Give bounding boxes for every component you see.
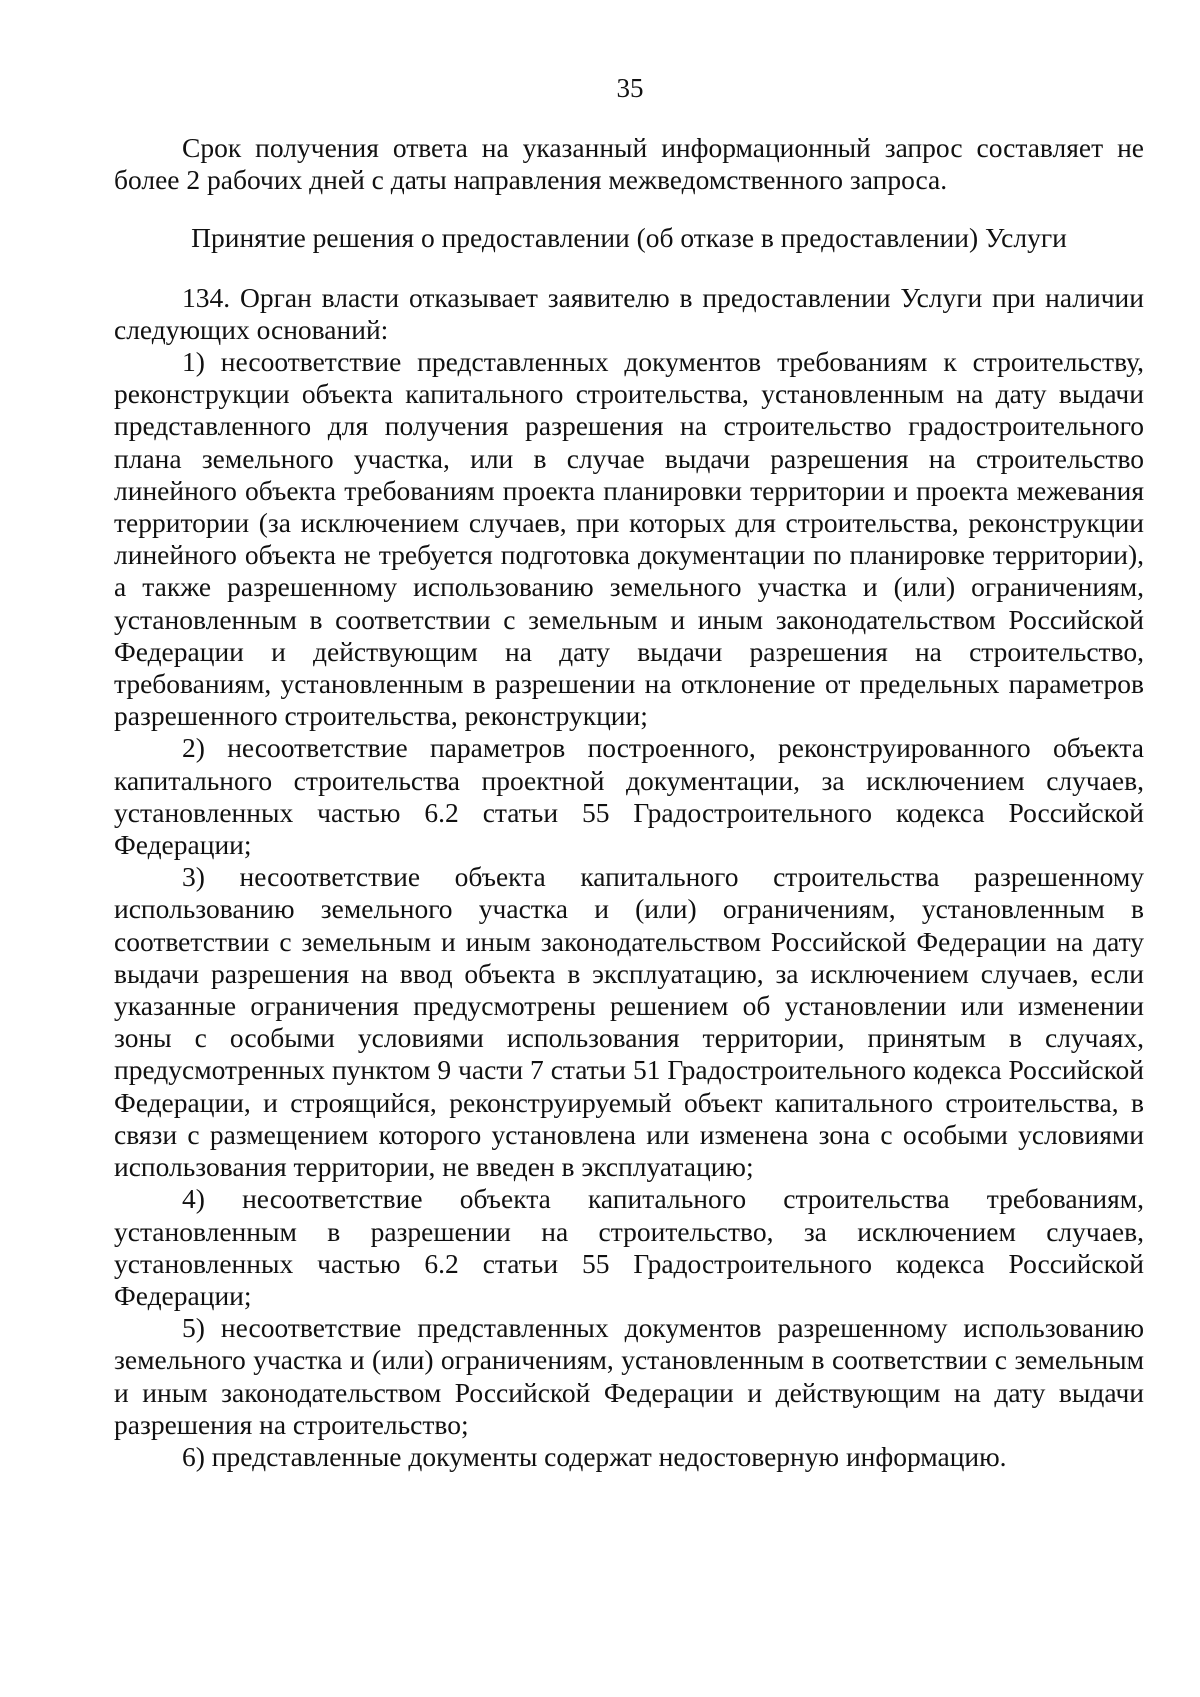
spacer [114, 196, 1144, 222]
ground-item-1: 1) несоответствие представленных документов требованиям к строительству, реконструкции объекта капитального строительства, установленным на дату выдачи представленного для получения разрешения на строительство градостроительного плана земельного участка, или в случае выдачи разрешения на строительство линейного объекта требованиям проекта планировки территории и проекта межевания территории (за исключением случаев, при которых для строительства, реконструкции линейного объекта не требуется подготовка документации по планировке территории), а также разрешенному использованию земельного участка и (или) ограничениям, установленным в соответствии с земельным и иным законодательством Российской Федерации и действующим на дату выдачи разрешения на строительство, требованиям, установленным в разрешении на отклонение от предельных параметров разрешенного строительства, реконструкции; [114, 346, 1144, 732]
clause-134: 134. Орган власти отказывает заявителю в предоставлении Услуги при наличии следующих оснований: [114, 281, 1144, 345]
intro-paragraph: Срок получения ответа на указанный информационный запрос составляет не более 2 рабочих дней с даты направления межведомственного запроса. [114, 132, 1144, 196]
document-body [114, 132, 1144, 1473]
ground-item-3: 3) несоответствие объекта капитального строительства разрешенному использованию земельного участка и (или) ограничениям, установленным в соответствии с земельным и иным законодательством Российской Федерации на дату выдачи разрешения на ввод объекта в эксплуатацию, за исключением случаев, если указанные ограничения предусмотрены решением об установлении или изменении зоны с особыми условиями использования территории, принятым в случаях, предусмотренных пунктом 9 части 7 статьи 51 Градостроительного кодекса Российской Федерации, и строящийся, реконструируемый объект капитального строительства, в связи с размещением которого установлена или изменена зона с особыми условиями использования территории, не введен в эксплуатацию; [114, 861, 1144, 1183]
ground-item-5: 5) несоответствие представленных документов разрешенному использованию земельного участка и (или) ограничениям, установленным в соответствии с земельным и иным законодательством Российской Федерации и действующим на дату выдачи разрешения на строительство; [114, 1312, 1144, 1440]
page-number: 35 [616, 73, 644, 103]
ground-item-2: 2) несоответствие параметров построенного, реконструированного объекта капитального строительства проектной документации, за исключением случаев, установленных частью 6.2 статьи 55 Градостроительного кодекса Российской Федерации; [114, 732, 1144, 861]
ground-item-4: 4) несоответствие объекта капитального строительства требованиям, установленным в разрешении на строительство, за исключением случаев, установленных частью 6.2 статьи 55 Градостроительного кодекса Российской Федерации; [114, 1183, 1144, 1311]
ground-item-6: 6) представленные документы содержат недостоверную информацию. [182, 1440, 1007, 1472]
section-heading: Принятие решения о предоставлении (об отказе в предоставлении) Услуги [191, 222, 1067, 254]
spacer [114, 255, 1144, 282]
